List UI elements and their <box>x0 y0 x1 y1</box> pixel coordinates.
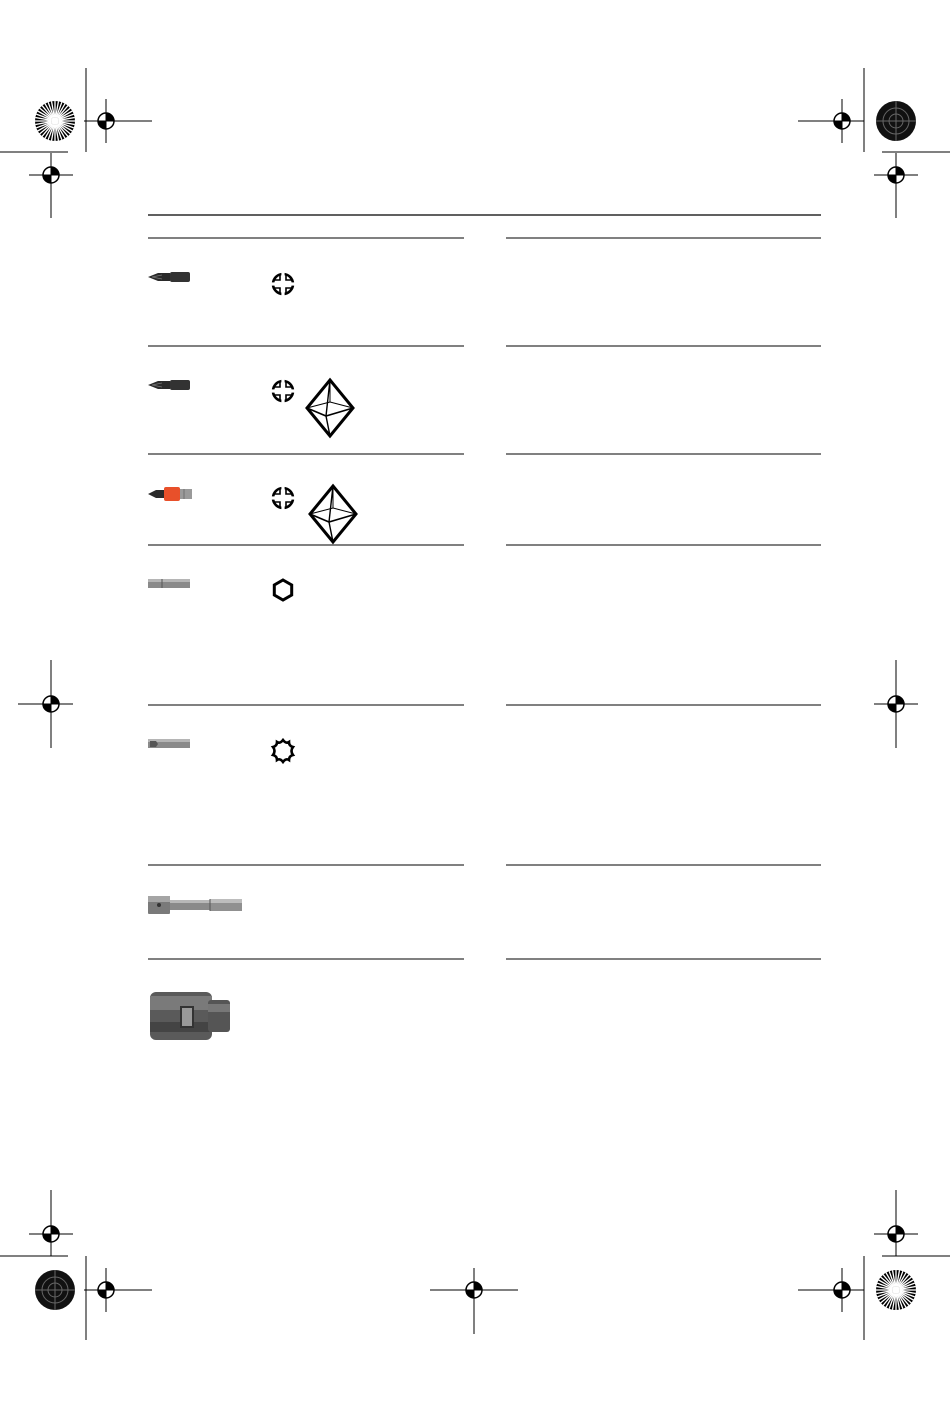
solid-target-icon <box>876 101 916 141</box>
diamond-bit-icon <box>310 486 356 542</box>
table-row <box>148 486 356 542</box>
registration-crosshair-icon <box>820 1268 864 1312</box>
table-row <box>148 579 292 600</box>
diamond-bit-icon <box>307 380 353 436</box>
table-row <box>148 739 293 762</box>
registration-crosshair-icon <box>29 682 73 726</box>
print-marks <box>0 68 950 1340</box>
pozidriv-recess-icon <box>271 486 295 510</box>
hex-bit-icon <box>148 579 190 588</box>
radial-target-icon <box>876 1270 916 1310</box>
registration-crosshair-icon <box>874 1212 918 1256</box>
registration-crosshair-icon <box>84 1268 128 1312</box>
radial-target-icon <box>35 101 75 141</box>
registration-crosshair-icon <box>452 1268 496 1312</box>
torx-bit-icon <box>148 739 190 748</box>
pozidriv-recess-icon <box>271 379 295 403</box>
table-row <box>148 896 242 914</box>
hex-socket-icon <box>274 580 291 600</box>
phillips-bit-icon <box>148 380 190 390</box>
solid-target-icon <box>35 1270 75 1310</box>
registration-crosshair-icon <box>29 1212 73 1256</box>
socket-adapter-icon <box>148 896 242 914</box>
phillips-bit-icon <box>148 272 190 282</box>
impact-socket-icon <box>150 992 230 1040</box>
registration-crosshair-icon <box>29 153 73 197</box>
table-row <box>148 379 353 436</box>
pozidriv-recess-icon <box>271 272 295 296</box>
registration-crosshair-icon <box>874 682 918 726</box>
torx-recess-icon <box>273 740 293 762</box>
table-row <box>148 272 295 296</box>
registration-crosshair-icon <box>84 99 128 143</box>
table-rules <box>148 215 821 959</box>
table-row <box>150 992 230 1040</box>
registration-crosshair-icon <box>820 99 864 143</box>
orange-collar-bit-icon <box>148 487 192 501</box>
registration-crosshair-icon <box>874 153 918 197</box>
